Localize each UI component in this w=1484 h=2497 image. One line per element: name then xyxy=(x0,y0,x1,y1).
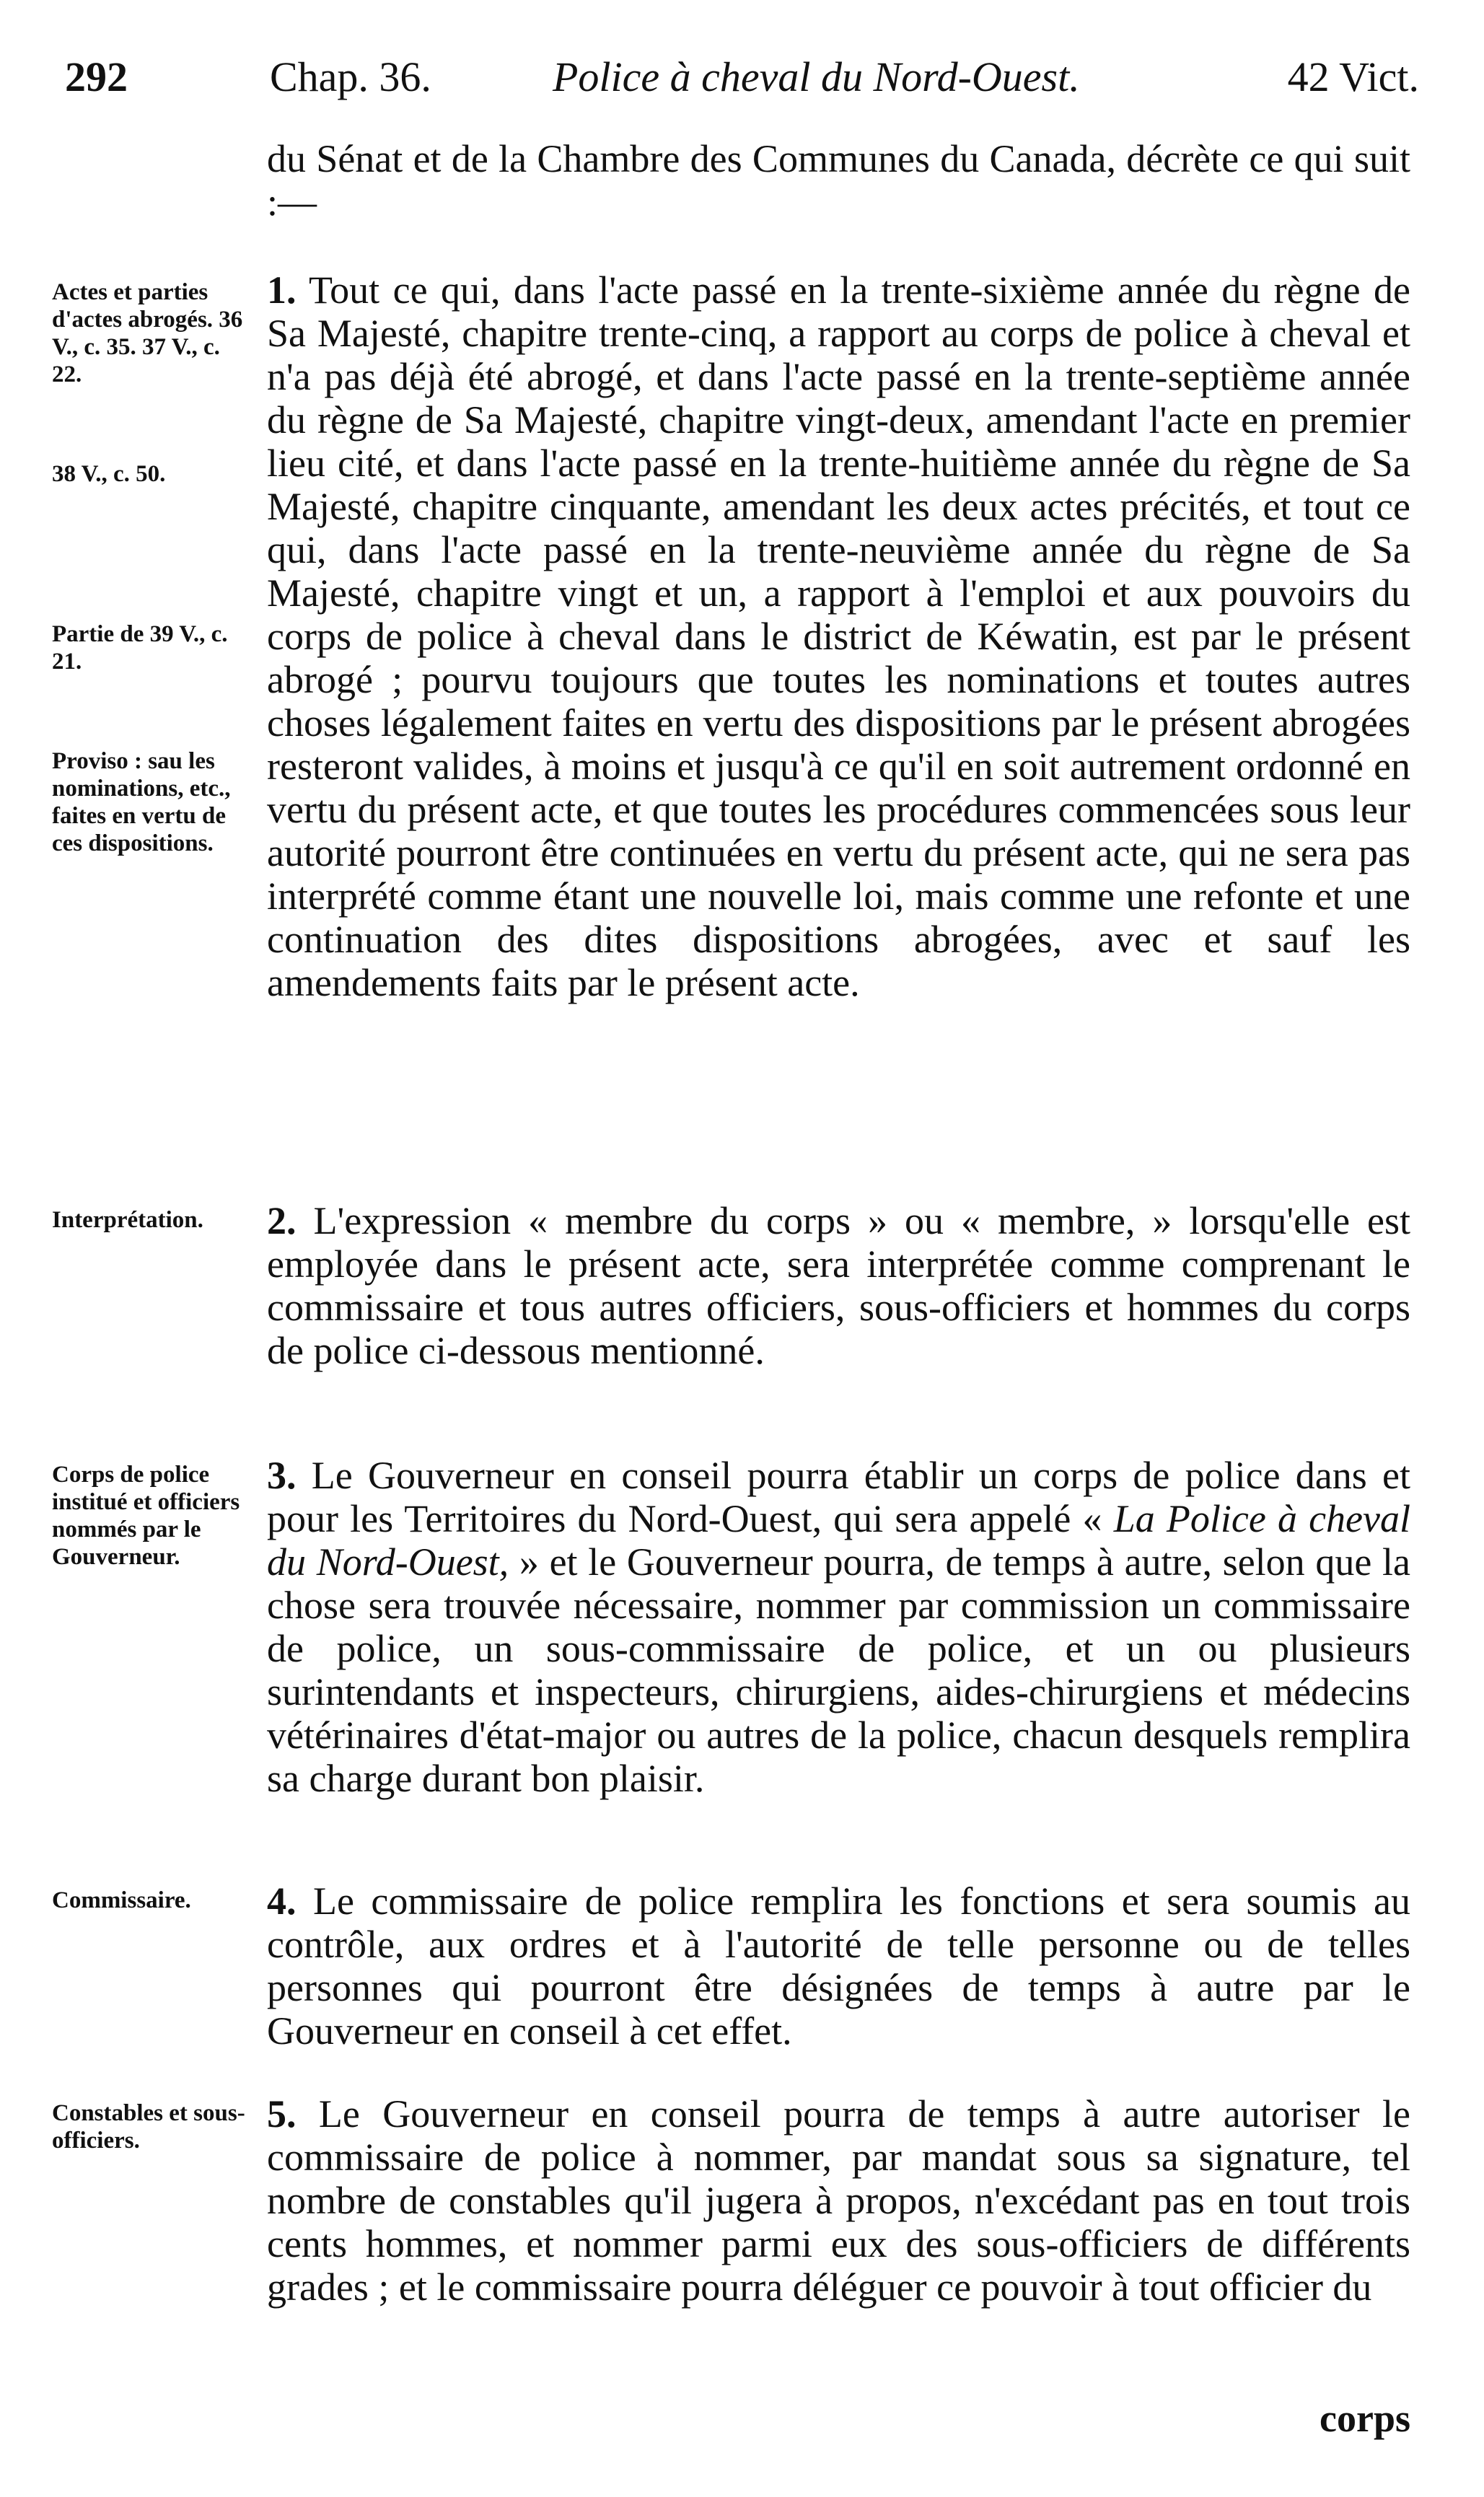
section-3-paragraph xyxy=(267,1454,1410,1800)
section-4-text: Le commissaire de police remplira les fonctions et sera soumis au contrôle, aux ordres et à l'autorité de telle personne ou de telles personnes qui pourront être désignées de temps à autre par le Gouverneur en conseil à cet effet. xyxy=(267,1879,1411,2053)
section-2 xyxy=(267,1199,1410,1372)
margin-note-38v-c50: 38 V., c. 50. xyxy=(52,461,166,487)
margin-note-proviso: Proviso : sau les nominations, etc., faites en vertu de ces dispositions. xyxy=(52,748,231,856)
section-1 xyxy=(267,268,1410,1004)
section-4-paragraph xyxy=(267,1879,1410,2053)
section-3-text-after: » et le Gouverneur pourra, de temps à autre, selon que la chose sera trouvée nécessaire, nommer par commission un commissaire de police, un sous-commissaire de police, et un ou plusieurs surintendants et inspecteurs, chirurgiens, aides-chirurgiens et médecins vétérinaires d'état-major ou autres de la police, chacun desquels remplira sa charge durant bon plaisir. xyxy=(267,1540,1410,1800)
running-header xyxy=(65,45,1419,110)
margin-note-interpretation: Interprétation. xyxy=(52,1207,203,1233)
section-2-number: 2. xyxy=(267,1199,297,1242)
section-5 xyxy=(267,2092,1410,2309)
margin-note-commissioner: Commissaire. xyxy=(52,1887,191,1913)
section-4 xyxy=(267,1879,1410,2053)
margin-note-constables: Constables et sous-officiers. xyxy=(52,2100,245,2154)
chapter-label: Chap. 36. xyxy=(270,53,431,100)
section-5-paragraph xyxy=(267,2092,1410,2309)
intro-text: du Sénat et de la Chambre des Communes du Canada, décrète ce qui suit :— xyxy=(267,137,1410,224)
margin-note-39v-c21: Partie de 39 V., c. 21. xyxy=(52,621,228,675)
section-3-force-name: La Police à cheval du Nord-Ouest, xyxy=(267,1497,1410,1584)
section-4-number: 4. xyxy=(267,1879,297,1923)
running-title: Police à cheval du Nord-Ouest. xyxy=(553,53,1080,100)
section-3-text-before: Le Gouverneur en conseil pourra établir un corps de police dans et pour les Territoires du Nord-Ouest, qui sera appelé « xyxy=(267,1454,1411,1540)
catchword: corps xyxy=(1320,2397,1410,2440)
margin-note-repealed-acts: Actes et parties d'actes abrogés. 36 V., c. 35. 37 V., c. 22. xyxy=(52,279,243,387)
section-2-paragraph xyxy=(267,1199,1410,1372)
section-1-text: Tout ce qui, dans l'acte passé en la trente-sixième année du règne de Sa Majesté, chapitre trente-cinq, a rapport au corps de police à cheval et n'a pas déjà été abrogé, et dans l'acte passé en la trente-septième année du règne de Sa Majesté, chapitre vingt-deux, amendant l'acte en premier lieu cité, et dans l'acte passé en la trente-huitième année du règne de Sa Majesté, chapitre cinquante, amendant les deux actes précités, et tout ce qui, dans l'acte passé en la trente-neuvième année du règne de Sa Majesté, chapitre vingt et un, a rapport à l'emploi et aux pouvoirs du corps de police à cheval dans le district de Kéwatin, est par le présent abrogé ; pourvu toujours que toutes les nominations et toutes autres choses légalement faites en vertu des dispositions par le présent abrogées resteront valides, à moins et jusqu'à ce qu'il en soit autrement ordonné en vertu du présent acte, et que toutes les procédures commencées sous leur autorité pourront être continuées en vertu du présent acte, qui ne sera pas interprété comme étant une nouvelle loi, mais comme une refonte et une continuation des dites dispositions abrogées, avec et sauf les amendements faits par le présent acte. xyxy=(267,268,1410,1004)
section-1-paragraph xyxy=(267,268,1410,1004)
section-3-number: 3. xyxy=(267,1454,297,1497)
regnal-year: 42 Vict. xyxy=(1287,53,1419,100)
section-1-number: 1. xyxy=(267,268,297,312)
section-5-number: 5. xyxy=(267,2092,297,2136)
section-3 xyxy=(267,1454,1410,1800)
page-number: 292 xyxy=(65,53,128,100)
section-5-text: Le Gouverneur en conseil pourra de temps à autre autoriser le commissaire de police à nommer, par mandat sous sa signature, tel nombre de constables qu'il jugera à propos, n'excédant pas en tout trois cents hommes, et nommer parmi eux des sous-officiers de différents grades ; et le commissaire pourra déléguer ce pouvoir à tout officier du xyxy=(267,2092,1410,2309)
intro-paragraph xyxy=(267,137,1410,224)
section-2-text: L'expression « membre du corps » ou « membre, » lorsqu'elle est employée dans le présent acte, sera interprétée comme comprenant le commissaire et tous autres officiers, sous-officiers et hommes du corps de police ci-dessous mentionné. xyxy=(267,1199,1411,1372)
margin-note-police-force: Corps de police institué et officiers nommés par le Gouverneur. xyxy=(52,1462,240,1570)
